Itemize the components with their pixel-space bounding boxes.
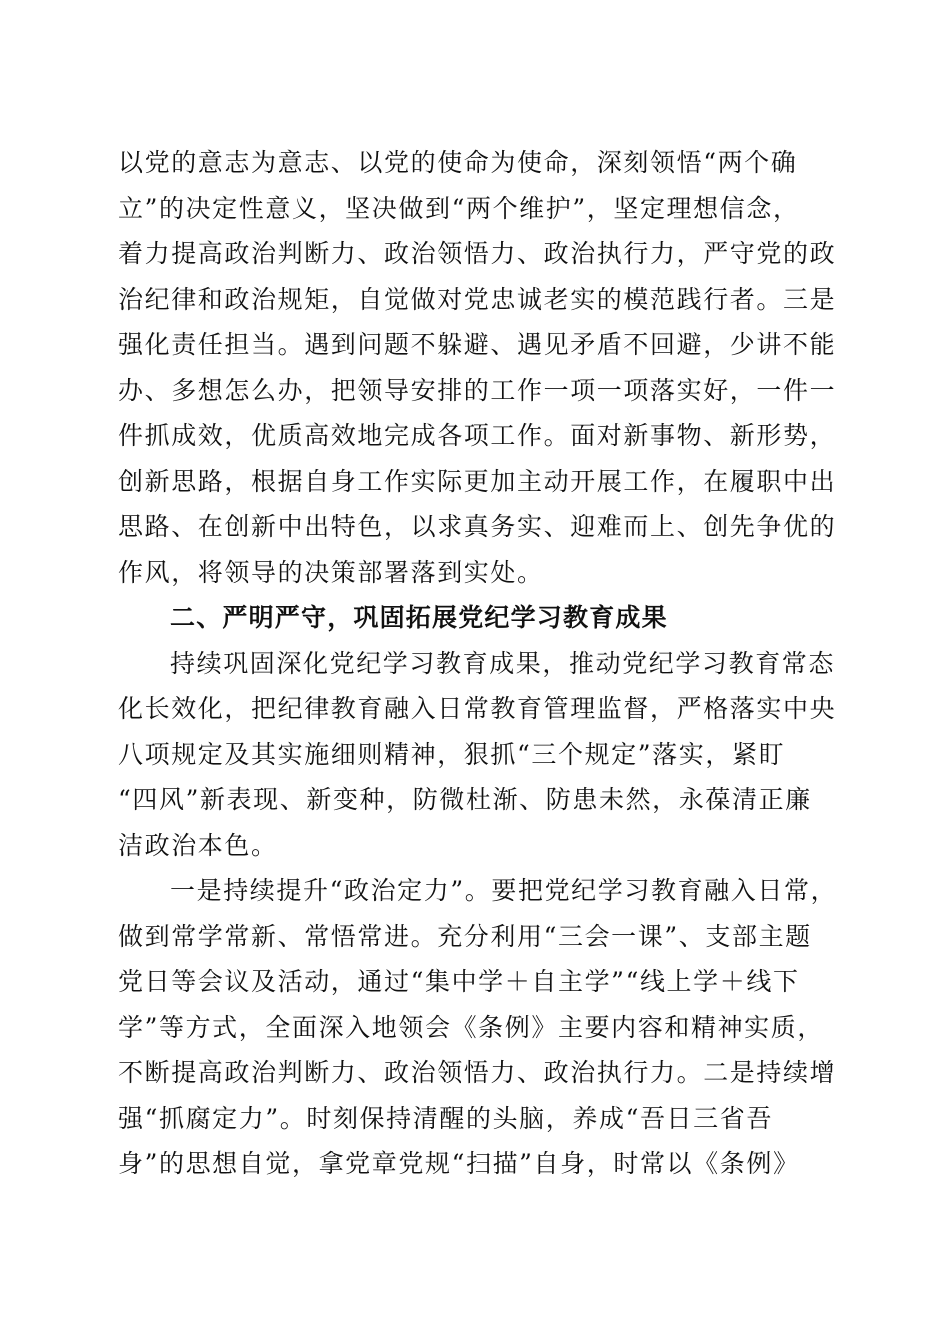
text-line: 思路、在创新中出特色，以求真务实、迎难而上、创先争优的 [118,512,837,541]
text-line: 治纪律和政治规矩，自觉做对党忠诚老实的模范践行者。三是 [118,284,837,314]
text-line: 党日等会议及活动，通过“集中学＋自主学”“线上学＋线下 [118,967,800,996]
text-line: 作风，将领导的决策部署落到实处。 [118,557,544,587]
section-heading: 二、严明严守，巩固拓展党纪学习教育成果 [170,603,668,632]
document-body [118,140,838,1187]
text-line: 强“抓腐定力”。时刻保持清醒的头脑，养成“吾日三省吾 [118,1103,773,1133]
text-line: “四风”新表现、新变种，防微杜渐、防患未然，永葆清正廉 [118,785,812,814]
text-line: 洁政治本色。 [118,830,278,860]
text-line: 办、多想怎么办，把领导安排的工作一项一项落实好，一件一 [118,375,837,405]
text-line: 强化责任担当。遇到问题不躲避、遇见矛盾不回避，少讲不能 [118,330,837,359]
text-line: 创新思路，根据自身工作实际更加主动开展工作，在履职中出 [118,466,837,496]
text-line: 化长效化，把纪律教育融入日常教育管理监督，严格落实中央 [118,694,837,723]
text-line: 八项规定及其实施细则精神，狠抓“三个规定”落实，紧盯 [118,739,786,769]
text-line: 持续巩固深化党纪学习教育成果，推动党纪学习教育常态 [170,648,836,678]
paragraph-1 [118,140,837,595]
text-line: 做到常学常新、常悟常进。充分利用“三会一课”、支部主题 [118,921,812,951]
paragraph-3 [118,868,838,1187]
text-line: 一是持续提升“政治定力”。要把党纪学习教育融入日常， [170,876,838,905]
text-line: 立”的决定性意义，坚决做到“两个维护”，坚定理想信念， [118,193,800,223]
text-line: 件抓成效，优质高效地完成各项工作。面对新事物、新形势， [118,421,837,450]
text-line: 身”的思想自觉，拿党章党规“扫描”自身，时常以《条例》 [118,1149,800,1178]
text-line: 着力提高政治判断力、政治领悟力、政治执行力，严守党的政 [118,239,837,268]
paragraph-2 [118,641,837,869]
text-line: 学”等方式，全面深入地领会《条例》主要内容和精神实质， [118,1012,824,1042]
text-line: 不断提高政治判断力、政治领悟力、政治执行力。二是持续增 [118,1058,837,1087]
text-line: 以党的意志为意志、以党的使命为使命，深刻领悟“两个确 [118,148,798,177]
